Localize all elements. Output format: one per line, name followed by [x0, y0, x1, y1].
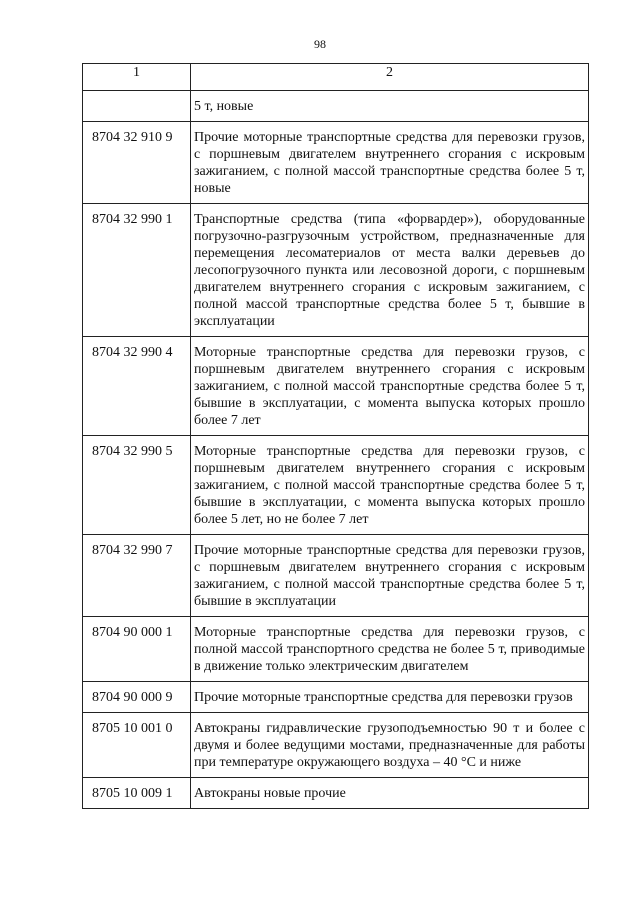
row-code	[83, 91, 191, 122]
row-description: Автокраны новые прочие	[191, 778, 589, 809]
table-row	[83, 337, 589, 436]
column-header-code: 1	[83, 64, 191, 91]
row-code: 8704 32 990 4	[83, 337, 191, 436]
row-description: Прочие моторные транспортные средства для перевозки грузов, с поршневым двигателем внутреннего сгорания с искровым зажиганием, с полной массой транспортные средства более 5 т, бывшие в эксплуатации	[191, 535, 589, 617]
table-row	[83, 204, 589, 337]
page-number: 98	[314, 37, 326, 51]
row-code: 8704 32 990 1	[83, 204, 191, 337]
row-description: 5 т, новые	[191, 91, 589, 122]
table-row	[83, 778, 589, 809]
row-description: Моторные транспортные средства для перевозки грузов, с поршневым двигателем внутреннего сгорания с искровым зажиганием, с полной массой транспортные средства более 5 т, бывшие в эксплуатации, с момента выпуска которых прошло более 7 лет	[191, 337, 589, 436]
table-row	[83, 617, 589, 682]
row-code: 8704 32 990 5	[83, 436, 191, 535]
tariff-code-table	[82, 63, 589, 809]
row-code: 8704 32 910 9	[83, 122, 191, 204]
table-row	[83, 91, 589, 122]
row-description: Моторные транспортные средства для перевозки грузов, с поршневым двигателем внутреннего сгорания с искровым зажиганием, с полной массой транспортные средства более 5 т, бывшие в эксплуатации, с момента выпуска которых прошло более 5 лет, но не более 7 лет	[191, 436, 589, 535]
row-description: Прочие моторные транспортные средства для перевозки грузов, с поршневым двигателем внутреннего сгорания с искровым зажиганием, с полной массой транспортные средства более 5 т, новые	[191, 122, 589, 204]
row-description: Автокраны гидравлические грузоподъемностью 90 т и более с двумя и более ведущими мостами, предназначенные для работы при температуре окружающего воздуха – 40 °С и ниже	[191, 713, 589, 778]
row-code: 8704 90 000 1	[83, 617, 191, 682]
table-header-row	[83, 64, 589, 91]
row-code: 8704 32 990 7	[83, 535, 191, 617]
row-code: 8705 10 009 1	[83, 778, 191, 809]
column-header-description: 2	[191, 64, 589, 91]
row-code: 8704 90 000 9	[83, 682, 191, 713]
row-description: Моторные транспортные средства для перевозки грузов, с полной массой транспортного средства не более 5 т, приводимые в движение только электрическим двигателем	[191, 617, 589, 682]
table-row	[83, 436, 589, 535]
row-description: Транспортные средства (типа «форвардер»), оборудованные погрузочно-разгрузочным устройством, предназначенные для перемещения лесоматериалов от места валки деревьев до лесопогрузочного пункта или лесовозной дороги, с поршневым двигателем внутреннего сгорания с искровым зажиганием, с полной массой транспортные средства более 5 т, бывшие в эксплуатации	[191, 204, 589, 337]
table-row	[83, 535, 589, 617]
table-row	[83, 682, 589, 713]
row-code: 8705 10 001 0	[83, 713, 191, 778]
table-row	[83, 122, 589, 204]
table-row	[83, 713, 589, 778]
row-description: Прочие моторные транспортные средства для перевозки грузов	[191, 682, 589, 713]
